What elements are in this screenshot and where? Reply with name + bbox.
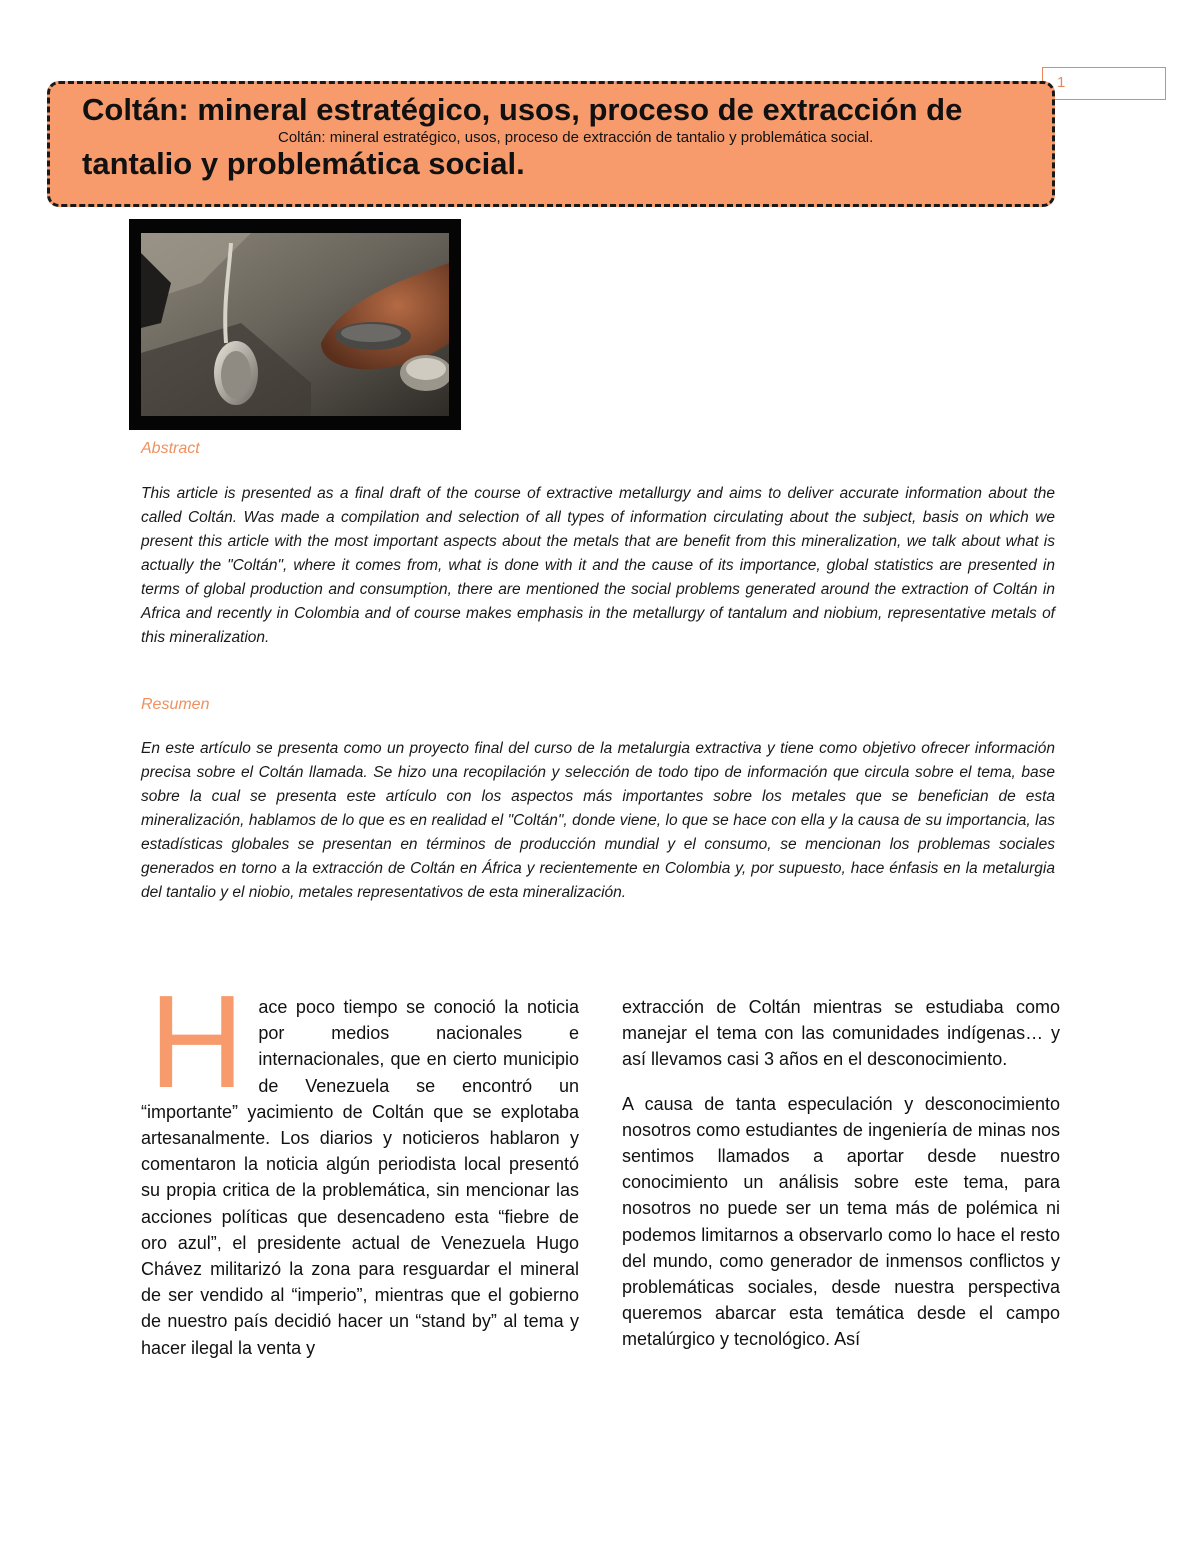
drop-cap: H bbox=[149, 968, 245, 1115]
right-column-paragraph: extracción de Coltán mientras se estudiaba como manejar el tema con las comunidades indígenas… y así llevamos casi 3 años en el desconocimiento. bbox=[622, 997, 1060, 1070]
coltan-hand-photo bbox=[141, 233, 449, 416]
abstract-heading: Abstract bbox=[141, 440, 200, 457]
left-column-text: ace poco tiempo se conoció la noticia por medios nacionales e internacionales, que en cierto municipio de Venezuela se encontró un “importante” yacimiento de Coltán que se explotaba artesanalmente. Los diarios y noticieros hablaron y comentaron la noticia algún periodista local presentó su propia critica de la problemática, sin mencionar las acciones políticas que desencadeno esta “fiebre de oro azul”, el presidente actual de Venezuela Hugo Chávez militarizó la zona para resguardar el mineral de ser vendido al “imperio”, mientras que el gobierno de nuestro país decidió hacer un “stand by” al tema y hacer ilegal la venta y bbox=[141, 997, 579, 1358]
resumen-text: En este artículo se presenta como un proyecto final del curso de la metalurgia extractiva y tiene como objetivo ofrecer información precisa sobre el Coltán llamada. Se hizo una recopilación y selección de todo tipo de información que circula sobre el tema, base sobre la cual se presenta este artículo con los aspectos más importantes sobre los metales que se benefician de esta mineralización, hablamos de lo que es en realidad el "Coltán", donde viene, lo que se hace con ella y la causa de su importancia, las estadísticas globales se presentan en términos de producción mundial y el consumo, se mencionan los problemas sociales generados en torno a la extracción de Coltán en África y recientemente en Colombia y, por supuesto, hace énfasis en la metalurgia del tantalio y el niobio, metales representativos de esta mineralización. bbox=[141, 740, 1055, 901]
title-line-2: tantalio y problemática social. bbox=[82, 146, 525, 181]
page-number-box bbox=[1042, 67, 1166, 100]
body-right-column bbox=[622, 994, 1060, 1371]
coltan-photo-frame bbox=[129, 219, 461, 430]
right-column-paragraph: A causa de tanta especulación y desconocimiento nosotros como estudiantes de ingeniería de minas nos sentimos llamados a aportar desde nuestro conocimiento un análisis sobre este tema, para nosotros no puede ser un tema más de polémica ni podemos limitarnos a observarlo como lo hace el resto del mundo, como generador de inmensos conflictos y problemáticas sociales, desde nuestra perspectiva queremos abarcar esta temática desde el campo metalúrgico y tecnológico. Así bbox=[622, 1093, 1060, 1350]
abstract-text: This article is presented as a final draft of the course of extractive metallurgy and aims to deliver accurate information about the called Coltán. Was made a compilation and selection of all types of information circulating about the subject, basis on which we present this article with the most important aspects about the metals that are benefit from this mineralization, we talk about what is actually the "Coltán", where it comes from, what is done with it and the cause of its importance, global statistics are presented in terms of global production and consumption, there are mentioned the social problems generated around the extraction of Coltán in Africa and recently in Colombia and of course makes emphasis in the metallurgy of tantalum and niobium, representative metals of this mineralization. bbox=[141, 485, 1055, 646]
body-left-column bbox=[141, 968, 579, 1361]
title-line-1: Coltán: mineral estratégico, usos, proceso de extracción de bbox=[82, 92, 963, 127]
page-number: 1 bbox=[1057, 74, 1066, 91]
title-banner bbox=[47, 81, 1055, 207]
running-header: Coltán: mineral estratégico, usos, proceso de extracción de tantalio y problemática social. bbox=[278, 129, 874, 146]
resumen-heading: Resumen bbox=[141, 696, 210, 713]
